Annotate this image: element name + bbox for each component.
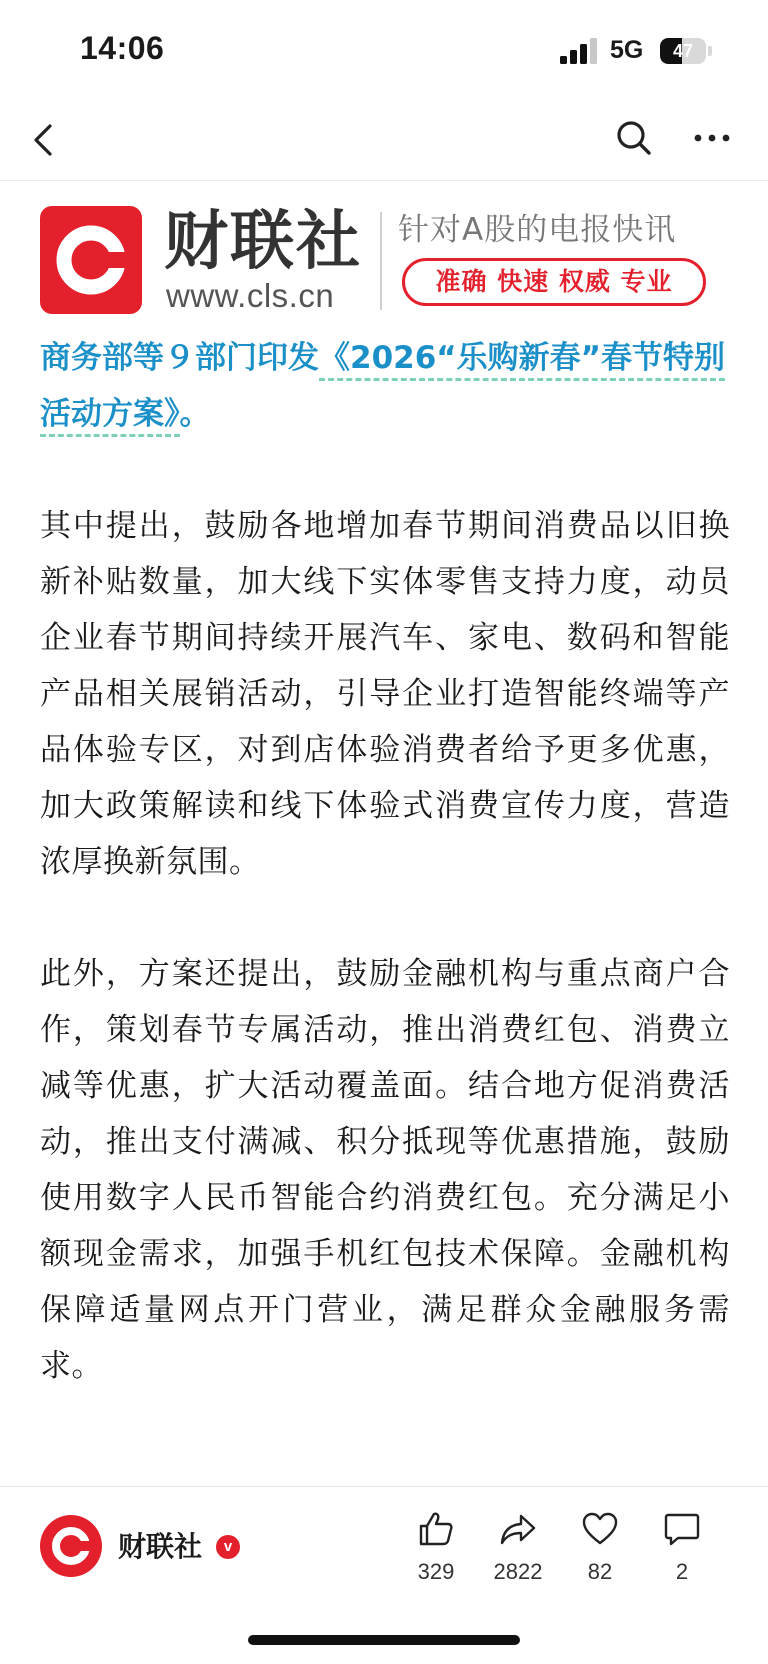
status-bar (0, 0, 768, 100)
article-headline (40, 330, 730, 442)
share-button[interactable] (478, 1509, 558, 1585)
favorite-count: 82 (587, 1559, 613, 1584)
author-name[interactable]: 财联社 (118, 1530, 203, 1563)
article-paragraph: 其中提出，鼓励各地增加春节期间消费品以旧换新补贴数量，加大线下实体零售支持力度，动员企业春节期间持续开展汽车、家电、数码和智能产品相关展销活动，引导企业打造智能终端等产品体验专区，对到店体验消费者给予更多优惠，加大政策解读和线下体验式消费宣传力度，营造浓厚换新氛围。 (40, 508, 730, 880)
article-body (40, 330, 730, 1394)
battery-icon (660, 38, 714, 66)
comment-count: 2 (675, 1559, 689, 1584)
share-count: 2822 (493, 1559, 543, 1584)
headline-topic-link[interactable]: 《2026“乐购新春”春节特别活动方案》 (40, 340, 725, 437)
share-arrow-icon (498, 1509, 538, 1549)
search-icon[interactable] (612, 116, 656, 160)
banner-divider (380, 212, 382, 310)
brand-name: 财联社 (164, 205, 362, 279)
nav-bar (0, 100, 768, 181)
more-dots-icon[interactable] (690, 116, 734, 160)
signal-bars-icon (560, 38, 600, 64)
battery-percent: 47 (672, 41, 694, 61)
network-label: 5G (610, 36, 644, 64)
like-button[interactable] (396, 1509, 476, 1585)
article-paragraph: 此外，方案还提出，鼓励金融机构与重点商户合作，策划春节专属活动，推出消费红包、消费立减等优惠，扩大活动覆盖面。结合地方促消费活动，推出支付满减、积分抵现等优惠措施，鼓励使用数字人民币智能合约消费红包。充分满足小额现金需求，加强手机红包技术保障。金融机构保障适量网点开门营业，满足群众金融服务需求。 (40, 956, 730, 1384)
thumbs-up-icon (416, 1509, 456, 1549)
back-chevron-icon[interactable] (26, 118, 66, 162)
comment-icon (662, 1509, 702, 1549)
status-time: 14:06 (80, 30, 165, 66)
brand-banner (40, 206, 728, 316)
headline-suffix: 。 (179, 396, 211, 432)
bottom-action-bar (0, 1486, 768, 1664)
banner-slogan: 针对A股的电报快讯 (398, 212, 677, 248)
like-count: 329 (417, 1559, 455, 1584)
home-indicator[interactable] (248, 1635, 520, 1645)
banner-tagline: 准确 快速 权威 专业 (402, 258, 706, 306)
headline-prefix: 商务部等９部门印发 (40, 340, 319, 376)
cls-c-logo-icon (40, 206, 142, 314)
brand-url: www.cls.cn (166, 277, 335, 314)
verified-badge: v (216, 1535, 240, 1559)
author-avatar[interactable] (40, 1515, 102, 1577)
heart-icon (580, 1509, 620, 1549)
favorite-button[interactable] (560, 1509, 640, 1585)
comment-button[interactable] (642, 1509, 722, 1585)
